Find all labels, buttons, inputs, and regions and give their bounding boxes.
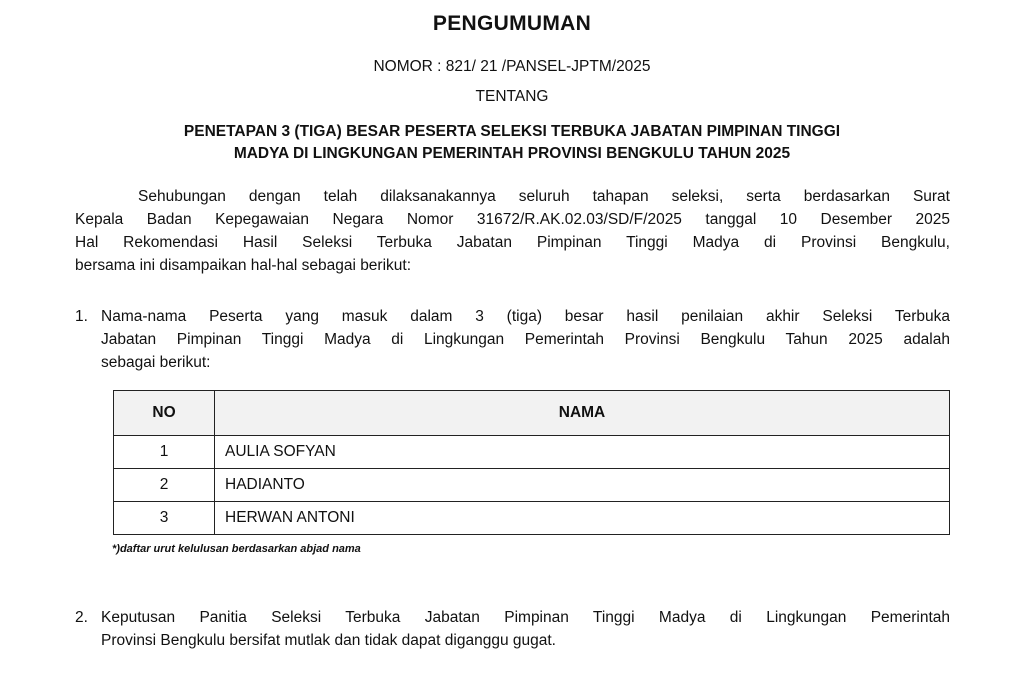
table-header-row (114, 391, 950, 436)
intro-line: Hal Rekomendasi Hasil Seleksi Terbuka Jabatan Pimpinan Tinggi Madya di Provinsi Bengkulu, (75, 234, 950, 251)
row-number: 1 (114, 436, 215, 469)
table-row (114, 502, 950, 535)
table-footnote: *)daftar urut kelulusan berdasarkan abjad nama (112, 543, 361, 555)
subject-line: PENETAPAN 3 (TIGA) BESAR PESERTA SELEKSI TERBUKA JABATAN PIMPINAN TINGGI (183, 123, 841, 140)
list-item-line: Keputusan Panitia Seleksi Terbuka Jabatan Pimpinan Tinggi Madya di Lingkungan Pemerintah (101, 609, 950, 626)
participants-table (113, 390, 950, 535)
list-item-2 (75, 606, 950, 652)
table-row (114, 436, 950, 469)
list-item-number: 2. (75, 609, 88, 626)
column-header-no: NO (114, 391, 215, 436)
document-title: PENGUMUMAN (432, 12, 592, 35)
row-number: 2 (114, 469, 215, 502)
list-item-number: 1. (75, 308, 88, 325)
list-item-line: Provinsi Bengkulu bersifat mutlak dan tidak dapat diganggu gugat. (101, 632, 556, 649)
subject-line: MADYA DI LINGKUNGAN PEMERINTAH PROVINSI BENGKULU TAHUN 2025 (233, 145, 791, 162)
list-item-line: Jabatan Pimpinan Tinggi Madya di Lingkungan Pemerintah Provinsi Bengkulu Tahun 2025 adalah (101, 331, 950, 348)
document-number: NOMOR : 821/ 21 /PANSEL-JPTM/2025 (373, 58, 651, 75)
table-row (114, 469, 950, 502)
list-item-line: sebagai berikut: (101, 354, 211, 371)
about-label: TENTANG (475, 88, 549, 105)
announcement-subject (60, 121, 964, 165)
intro-line: Kepala Badan Kepegawaian Negara Nomor 31672/R.AK.02.03/SD/F/2025 tanggal 10 Desember 2025 (75, 211, 950, 228)
row-name: HADIANTO (215, 469, 950, 502)
column-header-nama: NAMA (215, 391, 950, 436)
row-number: 3 (114, 502, 215, 535)
intro-line: Sehubungan dengan telah dilaksanakannya seluruh tahapan seleksi, serta berdasarkan Surat (138, 188, 950, 205)
row-name: HERWAN ANTONI (215, 502, 950, 535)
list-item-line: Nama-nama Peserta yang masuk dalam 3 (tiga) besar hasil penilaian akhir Seleksi Terbuka (101, 308, 950, 325)
intro-paragraph (75, 185, 950, 277)
row-name: AULIA SOFYAN (215, 436, 950, 469)
intro-line: bersama ini disampaikan hal-hal sebagai berikut: (75, 257, 412, 274)
list-item-1 (75, 305, 950, 374)
